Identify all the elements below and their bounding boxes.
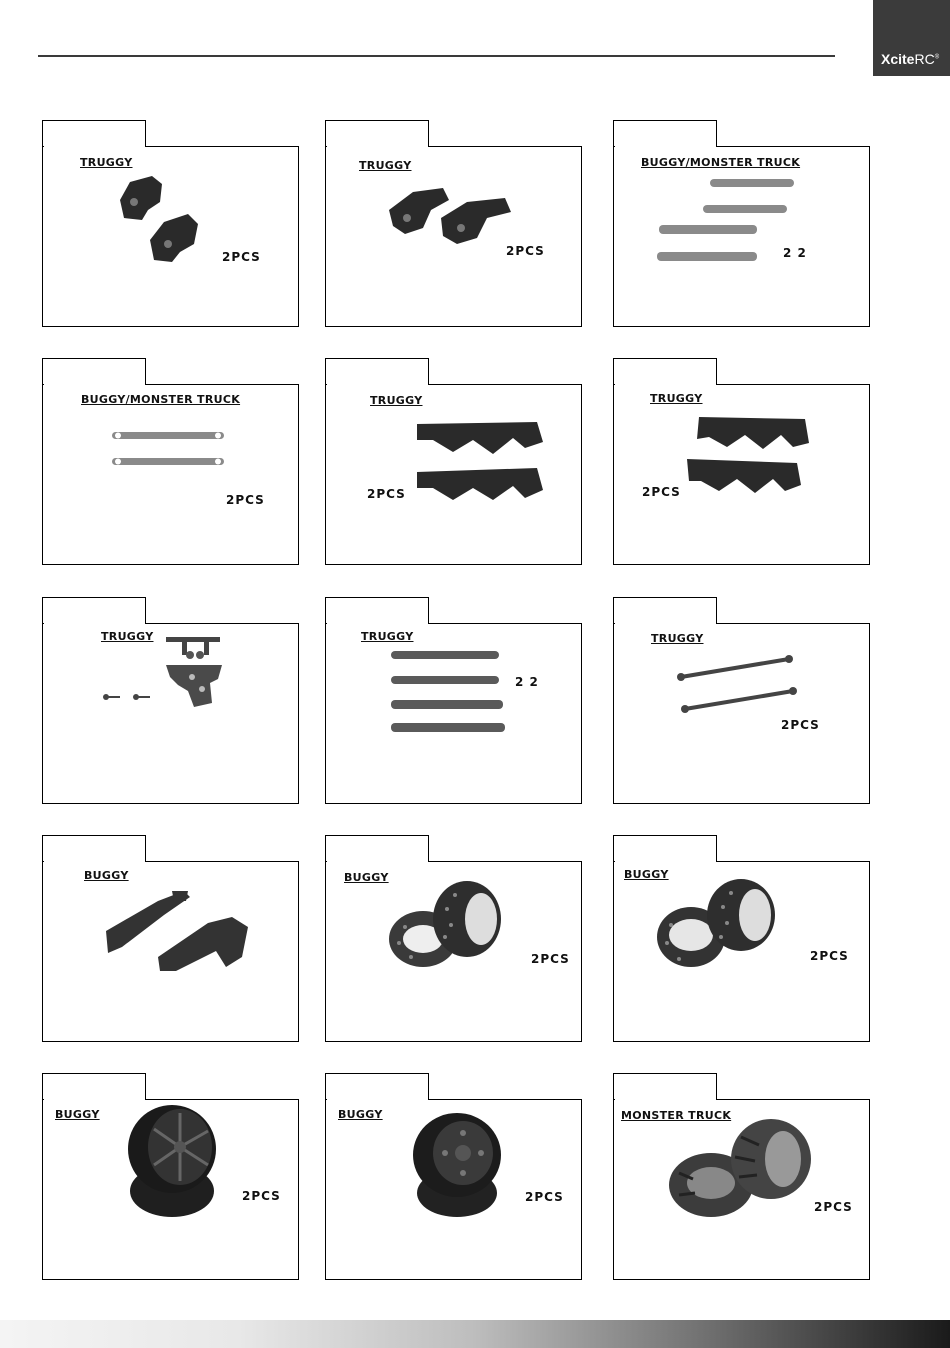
part-card-15 [613,1073,870,1253]
part-label: BUGGY [338,1108,383,1121]
part-card-14 [325,1073,582,1253]
part-label: BUGGY/MONSTER TRUCK [81,393,241,406]
quantity: 2PCS [810,949,849,963]
spoke-wheel-icon [122,1101,232,1225]
monster-tire-icon [667,1117,817,1221]
part-label: TRUGGY [359,159,412,172]
part-label: TRUGGY [361,630,414,643]
part-label: TRUGGY [650,392,703,405]
quantity: 2PCS [506,244,545,258]
part-card-1 [42,120,299,300]
quantity: 2PCS [814,1200,853,1214]
part-label: TRUGGY [80,156,133,169]
part-card-11 [325,835,582,1015]
quantity: 2 2 [783,246,807,260]
part-label: BUGGY [84,869,129,882]
part-label: BUGGY/MONSTER TRUCK [641,156,801,169]
part-label: TRUGGY [101,630,154,643]
part-card-2 [325,120,582,300]
pin-tire-icon [385,875,510,975]
brand-block [873,0,950,76]
part-card-9 [613,597,870,777]
brand-logo: XciteRC® [881,51,940,67]
tie-rod-icon [675,653,805,718]
quantity: 2PCS [531,952,570,966]
body-mount-icon [100,633,230,715]
wing-mount-icon [98,887,268,972]
dish-wheel-icon [407,1111,512,1223]
part-card-5 [325,358,582,538]
part-card-12 [613,835,870,1015]
turnbuckle-icon [110,428,230,473]
quantity: 2PCS [367,487,406,501]
quantity: 2PCS [525,1190,564,1204]
quantity: 2PCS [781,718,820,732]
part-card-6 [613,358,870,538]
quantity: 2PCS [642,485,681,499]
part-label: MONSTER TRUCK [621,1109,732,1122]
part-label: BUGGY [344,871,389,884]
quantity: 2PCS [242,1189,281,1203]
part-card-3 [613,120,870,300]
suspension-arm-icon [413,418,548,503]
quantity: 2 2 [515,675,539,689]
footer-gradient-bar [0,1320,950,1348]
steering-knuckle-icon [112,170,222,270]
threaded-rod-icon [389,647,519,742]
part-label: TRUGGY [370,394,423,407]
hinge-pin-icon [653,175,803,270]
suspension-arm-icon [685,413,815,498]
pin-tire-icon [655,875,785,975]
part-label: BUGGY [624,868,669,881]
part-card-13 [42,1073,299,1253]
part-card-7 [42,597,299,777]
part-label: TRUGGY [651,632,704,645]
part-label: BUGGY [55,1108,100,1121]
hub-carrier-icon [383,180,518,255]
header-rule [38,55,835,57]
quantity: 2PCS [222,250,261,264]
part-card-8 [325,597,582,777]
quantity: 2PCS [226,493,265,507]
part-card-10 [42,835,299,1015]
part-card-4 [42,358,299,538]
